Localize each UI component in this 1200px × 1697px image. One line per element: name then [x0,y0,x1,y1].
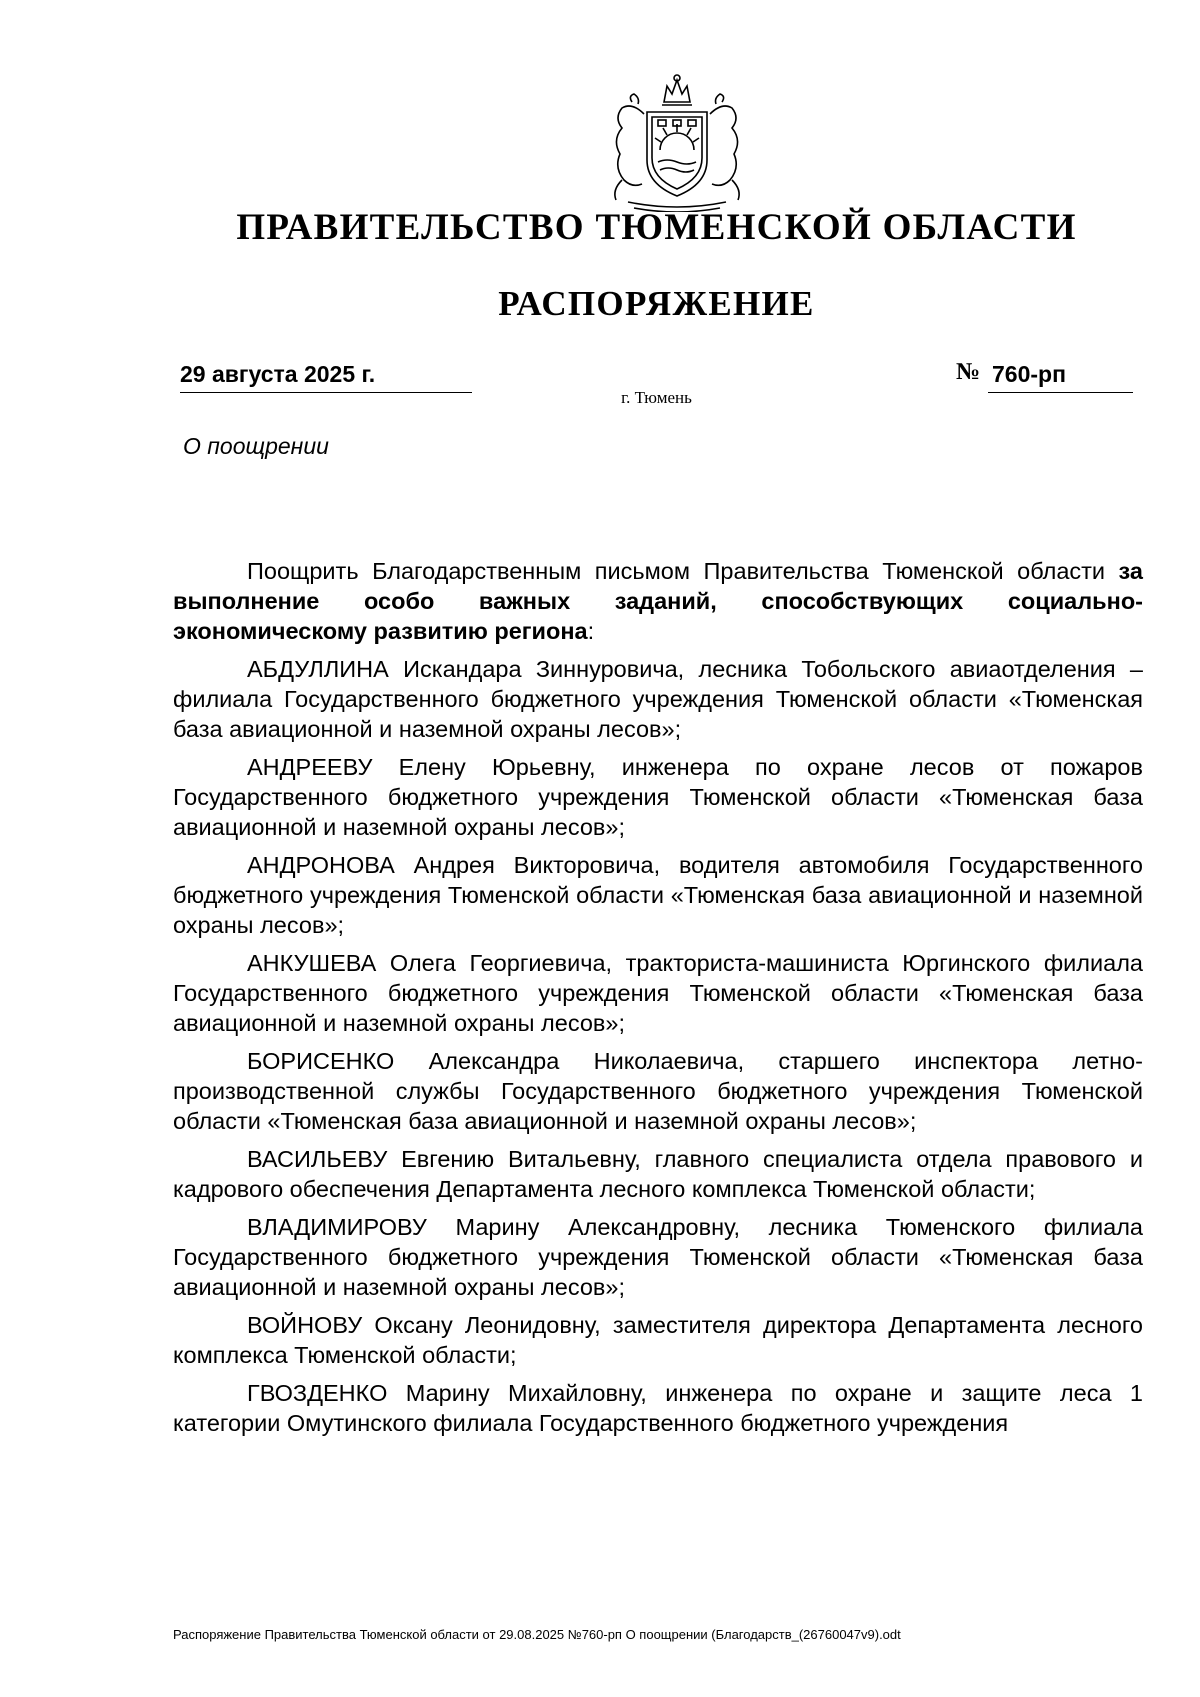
number-sign: № [956,359,981,385]
document-body [173,556,1143,1446]
list-item [173,948,1143,1038]
lead-colon: : [587,618,595,644]
awardee-details: Марину Александровну, лесника Тюменского филиала Государственного бюджетного учреждения Тюменской области «Тюменская база авиационной и наземной охраны лесов»; [173,1214,1143,1300]
document-subject: О поощрении [183,433,329,459]
list-item [173,654,1143,744]
lead-text: Поощрить Благодарственным письмом Правительства Тюменской области [247,558,1119,584]
awardee-details: Искандара Зиннуровича, лесника Тобольского авиаотделения – филиала Государственного бюджетного учреждения Тюменской области «Тюменская база авиационной и наземной охраны лесов»; [173,656,1143,742]
document-date: 29 августа 2025 г. [180,361,376,387]
awardee-details: Оксану Леонидовну, заместителя директора Департамента лесного комплекса Тюменской области; [173,1312,1143,1368]
awardee-details: Евгению Витальевну, главного специалиста отдела правового и кадрового обеспечения Департамента лесного комплекса Тюменской области; [173,1146,1143,1202]
awardee-details: Олега Георгиевича, тракториста-машиниста Юргинского филиала Государственного бюджетного учреждения Тюменской области «Тюменская база авиационной и наземной охраны лесов»; [173,950,1143,1036]
awardee-name: БОРИСЕНКО [247,1048,395,1074]
list-item [173,1378,1143,1438]
list-item [173,850,1143,940]
awardee-details: Андрея Викторовича, водителя автомобиля Государственного бюджетного учреждения Тюменской области «Тюменская база авиационной и наземной охраны лесов»; [173,852,1143,938]
list-item [173,1046,1143,1136]
lead-paragraph [173,556,1143,646]
awardee-name: АНДРОНОВА [247,852,395,878]
lead-emphasis: за выполнение особо важных заданий, способствующих социально-экономическому развитию региона [173,558,1143,644]
awardee-name: ВЛАДИМИРОВУ [247,1214,427,1240]
awardee-name: ГВОЗДЕНКО [247,1380,388,1406]
awardee-name: ВАСИЛЬЕВУ [247,1146,388,1172]
awardee-details: Александра Николаевича, старшего инспектора летно-производственной службы Государственного бюджетного учреждения Тюменской области «Тюменская база авиационной и наземной охраны лесов»; [173,1048,1143,1134]
awardee-name: АБДУЛЛИНА [247,656,389,682]
list-item [173,1310,1143,1370]
list-item [173,1212,1143,1302]
page-footer: Распоряжение Правительства Тюменской области от 29.08.2025 №760-рп О поощрении (Благодарств_(26760047v9).odt [173,1627,901,1642]
awardee-name: АНКУШЕВА [247,950,377,976]
document-type-heading: РАСПОРЯЖЕНИЕ [498,284,815,323]
awardee-name: АНДРЕЕВУ [247,754,373,780]
awardee-name: ВОЙНОВУ [247,1312,363,1338]
document-number: 760-рп [992,361,1066,387]
list-item [173,1144,1143,1204]
coat-of-arms-emblem [592,72,762,212]
document-city: г. Тюмень [621,388,692,407]
awardee-details: Марину Михайловну, инженера по охране и защите леса 1 категории Омутинского филиала Государственного бюджетного учреждения [173,1380,1143,1436]
awardee-details: Елену Юрьевну, инженера по охране лесов от пожаров Государственного бюджетного учреждения Тюменской области «Тюменская база авиационной и наземной охраны лесов»; [173,754,1143,840]
list-item [173,752,1143,842]
government-title: ПРАВИТЕЛЬСТВО ТЮМЕНСКОЙ ОБЛАСТИ [236,207,1077,248]
